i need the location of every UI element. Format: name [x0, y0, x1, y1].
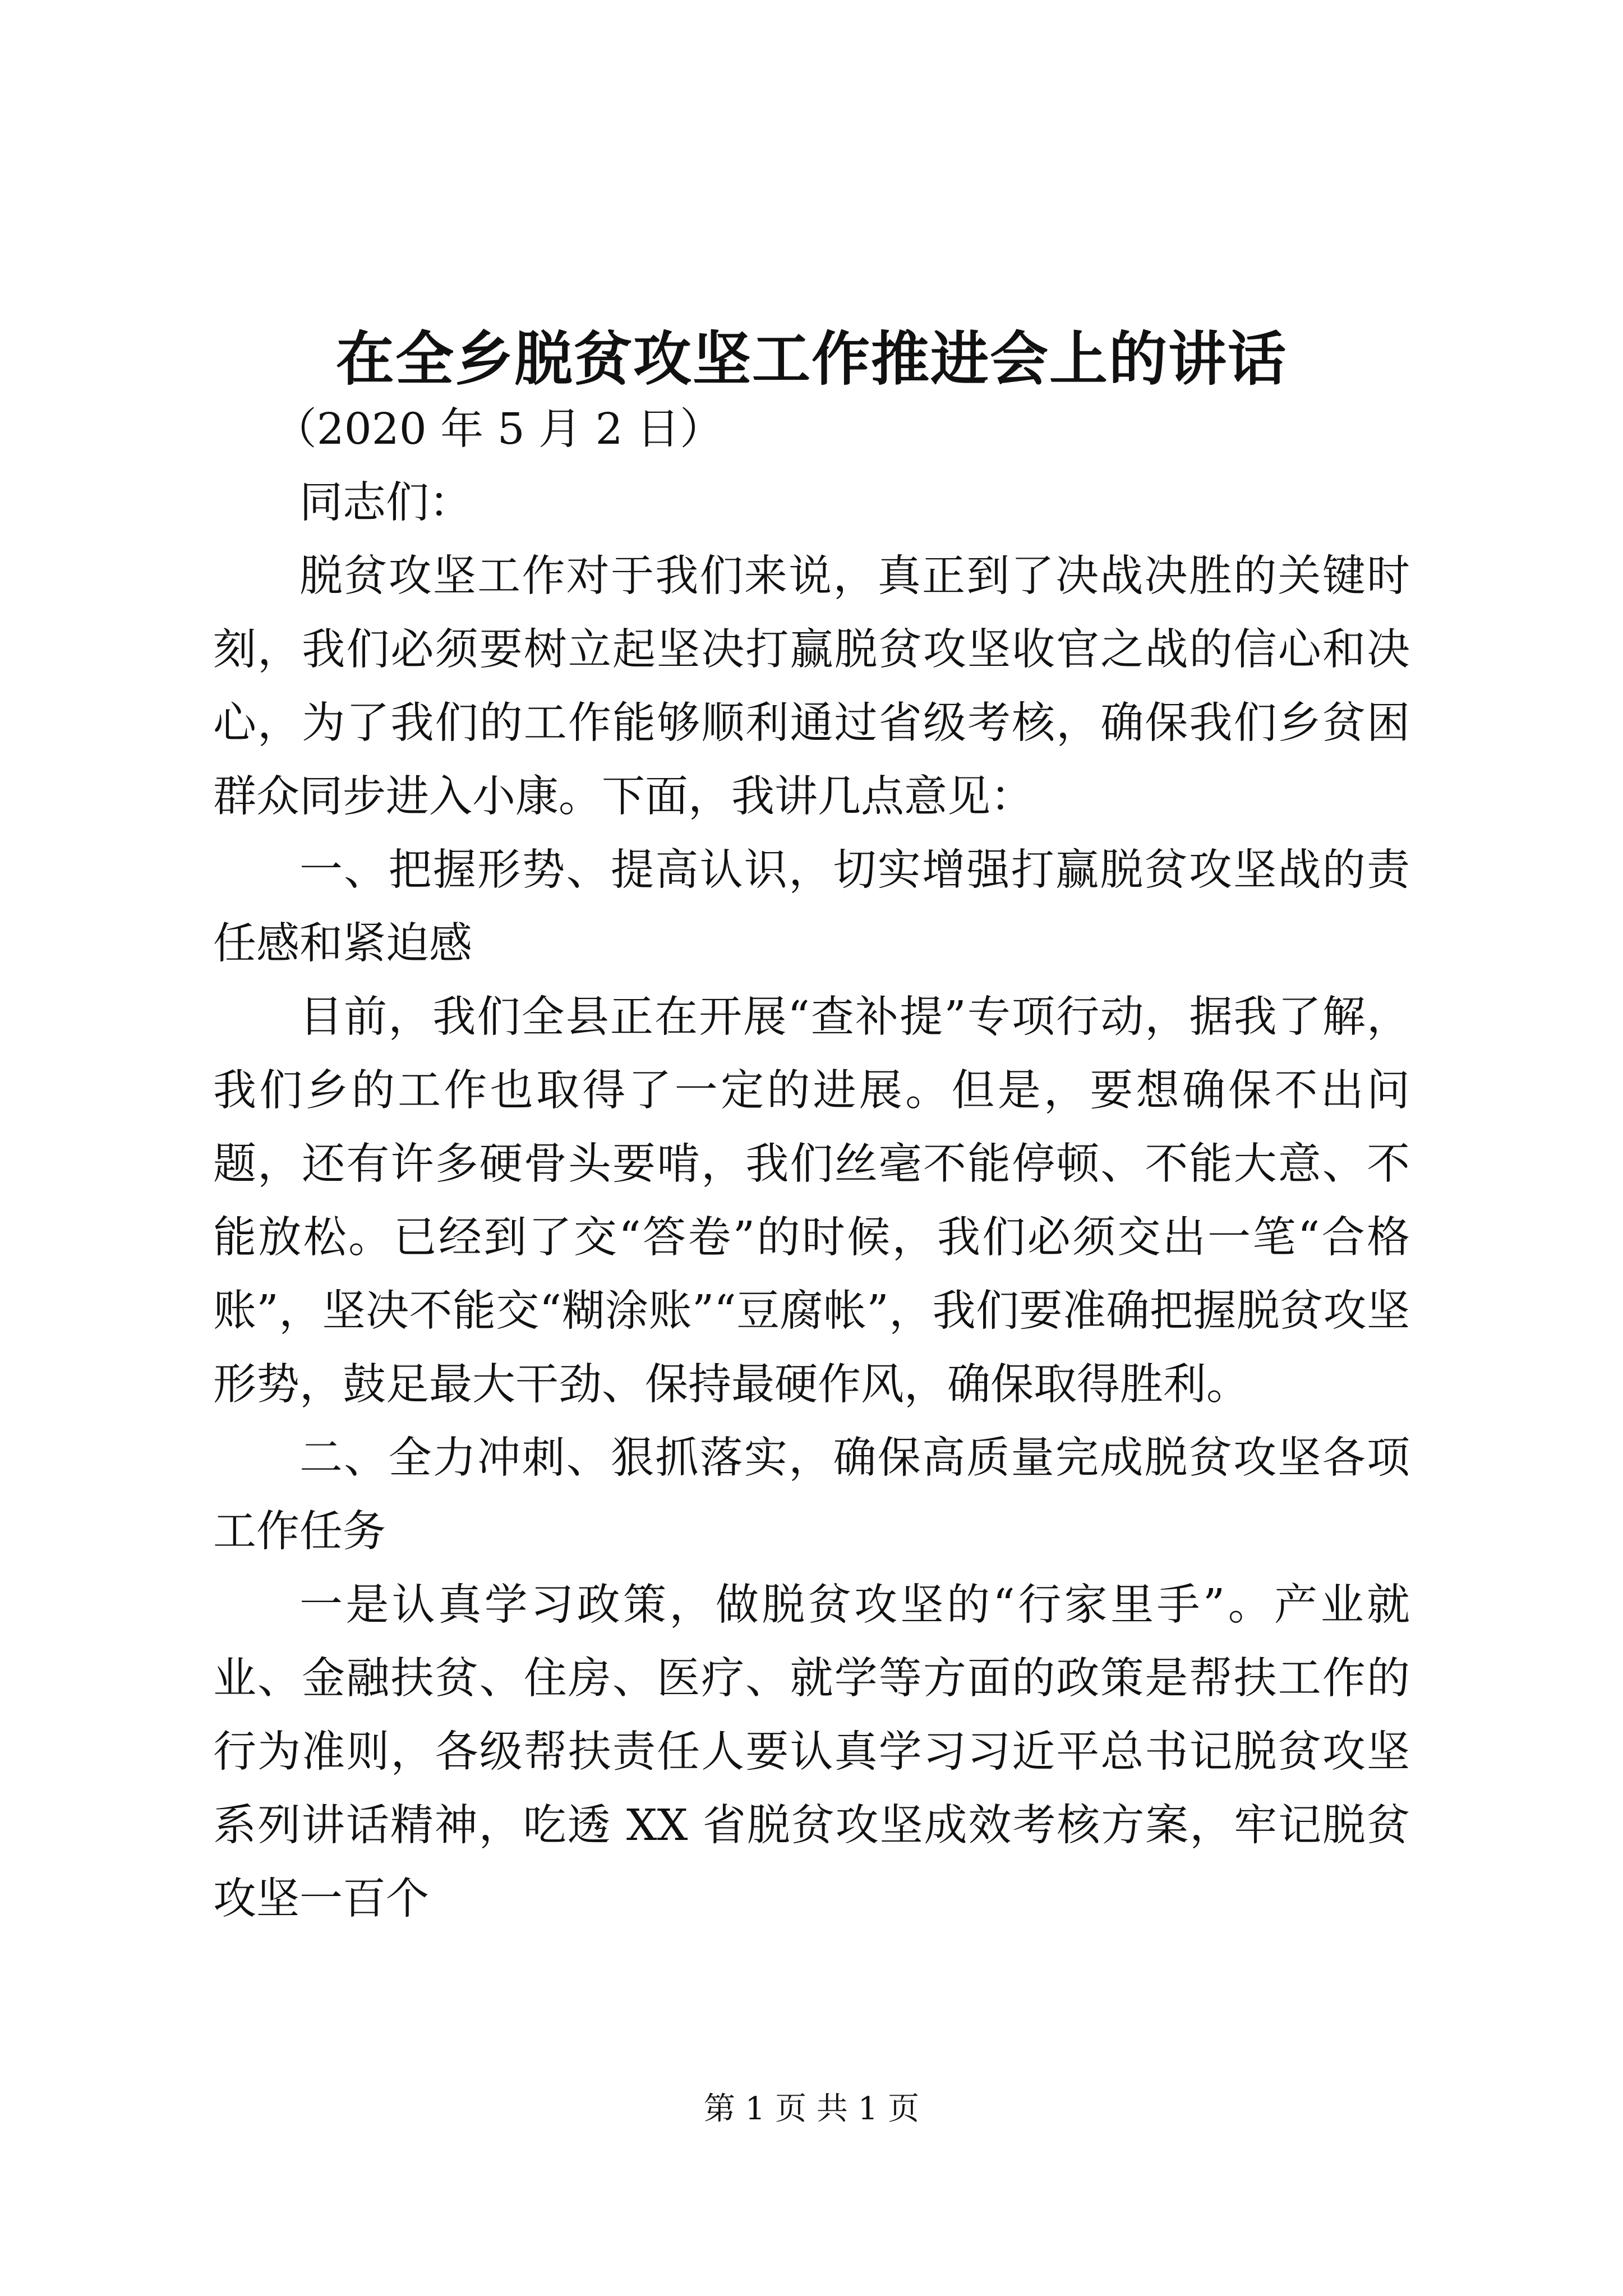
document-body [213, 393, 1410, 1936]
date-line: （2020 年 5 月 2 日） [273, 404, 723, 454]
section-heading-1: 一、把握形势、提高认识，切实增强打赢脱贫攻坚战的责任感和紧迫感 [213, 845, 1410, 969]
salutation: 同志们： [299, 478, 472, 528]
document-title: 在全乡脱贫攻坚工作推进会上的讲话 [335, 324, 1287, 393]
page-footer: 第 1 页 共 1 页 [703, 2091, 920, 2127]
paragraph-situation: 目前，我们全县正在开展“查补提”专项行动，据我了解，我们乡的工作也取得了一定的进展。但是，要想确保不出问题，还有许多硬骨头要啃，我们丝毫不能停顿、不能大意、不能放松。已经到了交“答卷”的时候，我们必须交出一笔“合格账”，坚决不能交“糊涂账”“豆腐帐”，我们要准确把握脱贫攻坚形势，鼓足最大干劲、保持最硬作风，确保取得胜利。 [213, 992, 1410, 1410]
paragraph-policy-study: 一是认真学习政策，做脱贫攻坚的“行家里手”。产业就业、金融扶贫、住房、医疗、就学等方面的政策是帮扶工作的行为准则，各级帮扶责任人要认真学习习近平总书记脱贫攻坚系列讲话精神，吃透 XX 省脱贫攻坚成效考核方案，牢记脱贫攻坚一百个 [213, 1580, 1410, 1924]
paragraph-intro: 脱贫攻坚工作对于我们来说，真正到了决战决胜的关键时刻，我们必须要树立起坚决打赢脱贫攻坚收官之战的信心和决心，为了我们的工作能够顺利通过省级考核，确保我们乡贫困群众同步进入小康。下面，我讲几点意见： [213, 551, 1410, 822]
section-heading-2: 二、全力冲刺、狠抓落实，确保高质量完成脱贫攻坚各项工作任务 [213, 1433, 1410, 1557]
